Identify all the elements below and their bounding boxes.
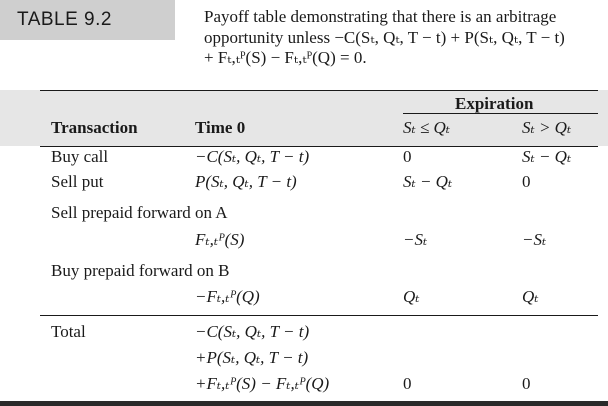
row-sell-fwd-time0: Fₜ,ₜᴾ(S) — [195, 230, 245, 249]
exp-high-header: Sₜ > Qₜ — [522, 118, 572, 137]
caption-line-3: + Fₜ,ₜᴾ(S) − Fₜ,ₜᴾ(Q) = 0. — [204, 48, 367, 67]
caption-line-1: Payoff table demonstrating that there is an arbitrage — [204, 7, 557, 26]
total-rule — [40, 315, 598, 316]
caption-line-2: opportunity unless −C(Sₜ, Qₜ, T − t) + P(Sₜ, Qₜ, T − t) — [204, 27, 565, 47]
row-buy-call-time0: −C(Sₜ, Qₜ, T − t) — [195, 147, 310, 166]
row-buy-call-low: 0 — [403, 147, 412, 166]
row-buy-fwd-time0: −Fₜ,ₜᴾ(Q) — [195, 287, 260, 306]
row-total-low: 0 — [403, 374, 412, 393]
exp-low-header: Sₜ ≤ Qₜ — [403, 118, 450, 137]
row-total-label: Total — [51, 322, 86, 341]
row-buy-call-label: Buy call — [51, 147, 109, 166]
row-sell-put-label: Sell put — [51, 172, 104, 191]
header-bottom-rule — [40, 146, 598, 147]
row-sell-fwd-label: Sell prepaid forward on A — [51, 203, 228, 222]
time0-header: Time 0 — [195, 118, 246, 137]
row-buy-call-high: Sₜ − Qₜ — [522, 147, 572, 166]
row-buy-fwd-high: Qₜ — [522, 287, 539, 306]
row-total-time0-line3: +Fₜ,ₜᴾ(S) − Fₜ,ₜᴾ(Q) — [195, 374, 330, 393]
table-label: TABLE 9.2 — [0, 0, 175, 40]
row-buy-fwd-label: Buy prepaid forward on B — [51, 261, 230, 280]
expiration-header: Expiration — [455, 94, 534, 113]
row-sell-put-high: 0 — [522, 172, 531, 191]
row-buy-fwd-low: Qₜ — [403, 287, 420, 306]
bottom-bar — [0, 401, 608, 406]
row-total-time0-line1: −C(Sₜ, Qₜ, T − t) — [195, 322, 310, 341]
row-total-high: 0 — [522, 374, 531, 393]
row-sell-put-time0: P(Sₜ, Qₜ, T − t) — [195, 172, 297, 191]
top-rule — [40, 90, 598, 91]
row-sell-fwd-high: −Sₜ — [522, 230, 547, 249]
table-caption — [204, 7, 600, 69]
row-sell-put-low: Sₜ − Qₜ — [403, 172, 453, 191]
transaction-header: Transaction — [51, 118, 138, 137]
row-sell-fwd-low: −Sₜ — [403, 230, 428, 249]
row-total-time0-line2: +P(Sₜ, Qₜ, T − t) — [195, 348, 309, 367]
